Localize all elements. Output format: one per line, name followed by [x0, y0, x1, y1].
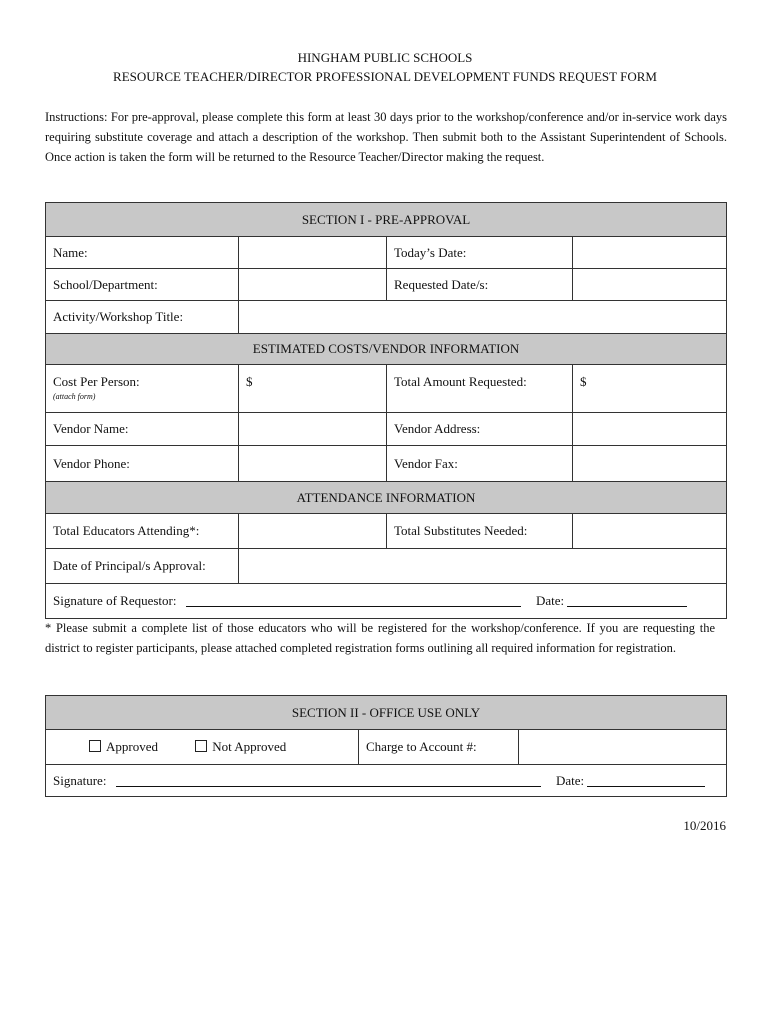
cost-per-person-cell [46, 365, 239, 413]
revision-date: 10/2016 [683, 818, 726, 833]
vendor-name-label: Vendor Name: [46, 413, 239, 446]
section2-header: SECTION II - OFFICE USE ONLY [46, 696, 727, 730]
not-approved-label: Not Approved [212, 739, 287, 754]
total-substitutes-field[interactable] [573, 514, 727, 549]
principal-approval-field[interactable] [239, 549, 727, 584]
total-substitutes-label: Total Substitutes Needed: [387, 514, 573, 549]
instructions: Instructions: For pre-approval, please complete this form at least 30 days prior to the workshop/conference and/or in-service work days requiring substitute coverage and attach a description of the workshop. Then submit both to the Assistant Superintendent of Schools. Once action is taken the form will be returned to the Resource Teacher/Director making the request. [45, 110, 727, 164]
vendor-fax-field[interactable] [573, 446, 727, 482]
activity-title-label: Activity/Workshop Title: [46, 301, 239, 334]
requestor-signature-label: Signature of Requestor: [53, 593, 177, 608]
requestor-date-label: Date: [535, 593, 565, 608]
not-approved-option[interactable] [195, 739, 286, 754]
school-dept-label: School/Department: [46, 269, 239, 301]
form-title: RESOURCE TEACHER/DIRECTOR PROFESSIONAL DEVELOPMENT FUNDS REQUEST FORM [113, 69, 657, 84]
approved-label: Approved [106, 739, 158, 754]
vendor-phone-field[interactable] [239, 446, 387, 482]
todays-date-label: Today’s Date: [387, 237, 573, 269]
vendor-address-field[interactable] [573, 413, 727, 446]
requestor-date-line[interactable] [567, 594, 687, 607]
attach-form-note: (attach form) [53, 392, 96, 401]
approved-option[interactable] [89, 739, 158, 754]
vendor-phone-label: Vendor Phone: [46, 446, 239, 482]
office-date-line[interactable] [587, 774, 705, 787]
total-amount-label: Total Amount Requested: [387, 365, 573, 413]
dollar-sign: $ [246, 374, 253, 389]
total-educators-label: Total Educators Attending*: [46, 514, 239, 549]
name-field[interactable] [239, 237, 387, 269]
todays-date-field[interactable] [573, 237, 727, 269]
name-label: Name: [46, 237, 239, 269]
principal-approval-label: Date of Principal/s Approval: [46, 549, 239, 584]
requestor-signature-line[interactable] [186, 594, 521, 607]
charge-to-field[interactable] [519, 730, 727, 765]
checkbox-icon[interactable] [195, 740, 207, 752]
office-signature-label: Signature: [53, 772, 107, 788]
school-name: HINGHAM PUBLIC SCHOOLS [297, 50, 473, 65]
section1-header: SECTION I - PRE-APPROVAL [46, 203, 727, 237]
vendor-name-field[interactable] [239, 413, 387, 446]
office-signature-row [46, 765, 727, 797]
total-amount-field[interactable] [573, 365, 727, 413]
dollar-sign: $ [580, 374, 587, 389]
costs-header: ESTIMATED COSTS/VENDOR INFORMATION [46, 334, 727, 365]
cost-per-person-label: Cost Per Person: [53, 374, 140, 389]
school-dept-field[interactable] [239, 269, 387, 301]
attendance-header: ATTENDANCE INFORMATION [46, 482, 727, 514]
requested-dates-label: Requested Date/s: [387, 269, 573, 301]
office-date-label: Date: [555, 772, 585, 788]
office-signature-line[interactable] [116, 774, 541, 787]
charge-to-label: Charge to Account #: [359, 730, 519, 765]
approval-options [46, 730, 359, 765]
registration-note: * Please submit a complete list of those educators who will be registered for the workshop/conference. If you are requesting the district to register participants, please attached completed registration forms outlining all required information for registration. [45, 621, 715, 655]
requested-dates-field[interactable] [573, 269, 727, 301]
vendor-fax-label: Vendor Fax: [387, 446, 573, 482]
cost-per-person-field[interactable] [239, 365, 387, 413]
total-educators-field[interactable] [239, 514, 387, 549]
section2-table [45, 695, 727, 797]
checkbox-icon[interactable] [89, 740, 101, 752]
vendor-address-label: Vendor Address: [387, 413, 573, 446]
activity-title-field[interactable] [239, 301, 727, 334]
requestor-signature-row [46, 584, 727, 619]
section1-table [45, 202, 727, 619]
